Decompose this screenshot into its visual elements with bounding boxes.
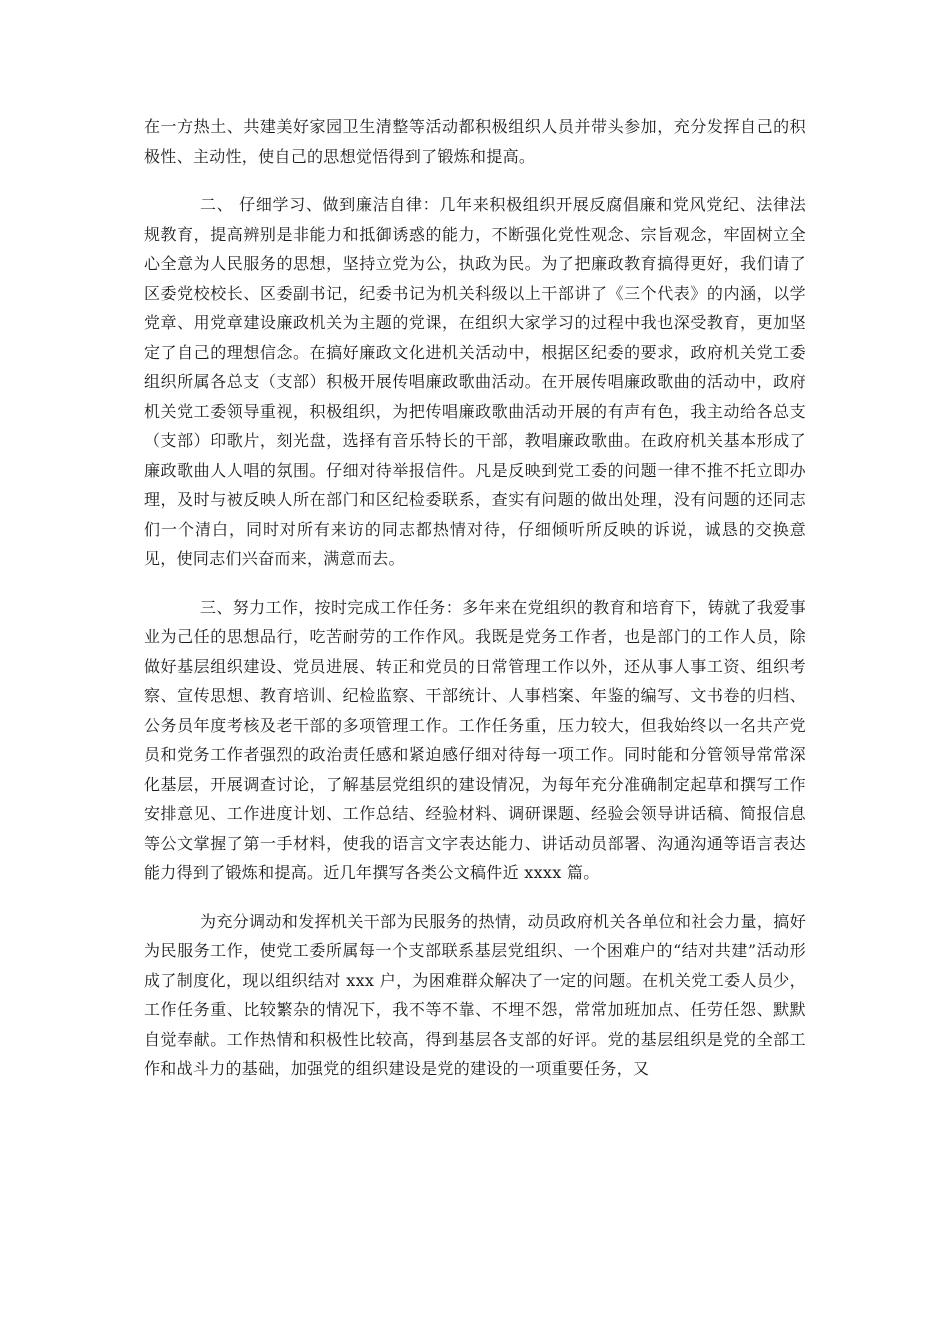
document-body (144, 112, 806, 1084)
paragraph-section-two: 二、 仔细学习、做到廉洁自律：几年来积极组织开展反腐倡廉和党风党纪、法律法规教育，提高辨别是非能力和抵御诱惑的能力，不断强化党性观念、宗旨观念，牢固树立全心全意为人民服务的思想，坚持立党为公，执政为民。为了把廉政教育搞得更好，我们请了区委党校校长、区委副书记，纪委书记为机关科级以上干部讲了《三个代表》的内涵，以学党章、用党章建设廉政机关为主题的党课，在组织大家学习的过程中我也深受教育，更加坚定了自己的理想信念。在搞好廉政文化进机关活动中，根据区纪委的要求，政府机关党工委组织所属各总支（支部）积极开展传唱廉政歌曲活动。在开展传唱廉政歌曲的活动中，政府机关党工委领导重视，积极组织，为把传唱廉政歌曲活动开展的有声有色，我主动给各总支（支部）印歌片，刻光盘，选择有音乐特长的干部，教唱廉政歌曲。在政府机关基本形成了廉政歌曲人人唱的氛围。仔细对待举报信件。凡是反映到党工委的问题一律不推不托立即办理，及时与被反映人所在部门和区纪检委联系，查实有问题的做出处理，没有问题的还同志们一个清白，同时对所有来访的同志都热情对待，仔细倾听所反映的诉说，诚恳的交换意见，使同志们兴奋而来，满意而去。 (144, 195, 806, 568)
paragraph-service-work: 为充分调动和发挥机关干部为民服务的热情，动员政府机关各单位和社会力量，搞好为民服务工作，使党工委所属每一个支部联系基层党组织、一个困难户的“结对共建”活动形成了制度化，现以组织结对 xxx 户，为困难群众解决了一定的问题。在机关党工委人员少，工作任务重、比较繁杂的情况下，我不等不靠、不埋不怨，常常加班加点、任劳任怨、默默自觉奉献。工作热情和积极性比较高，得到基层各支部的好评。党的基层组织是党的全部工作和战斗力的基础，加强党的组织建设是党的建设的一项重要任务，又 (144, 911, 806, 1078)
paragraph-section-three: 三、努力工作，按时完成工作任务：多年来在党组织的教育和培育下，铸就了我爱事业为己任的思想品行，吃苦耐劳的工作作风。我既是党务工作者，也是部门的工作人员，除做好基层组织建设、党员进展、转正和党员的日常管理工作以外，还从事人事工资、组织考察、宣传思想、教育培训、纪检监察、干部统计、人事档案、年鉴的编写、文书卷的归档、公务员年度考核及老干部的多项管理工作。工作任务重，压力较大，但我始终以一名共产党员和党务工作者强烈的政治责任感和紧迫感仔细对待每一项工作。同时能和分管领导常常深化基层，开展调查讨论，了解基层党组织的建设情况，为每年充分准确制定起草和撰写工作安排意见、工作进度计划、工作总结、经验材料、调研课题、经验会领导讲话稿、简报信息等公文掌握了第一手材料，使我的语言文字表达能力、讲话动员部署、沟通沟通等语言表达能力得到了锻炼和提高。近几年撰写各类公文稿件近 xxxx 篇。 (144, 597, 806, 882)
paragraph-continuation: 在一方热土、共建美好家园卫生清整等活动都积极组织人员并带头参加，充分发挥自己的积极性、主动性，使自己的思想觉悟得到了锻炼和提高。 (144, 117, 806, 166)
